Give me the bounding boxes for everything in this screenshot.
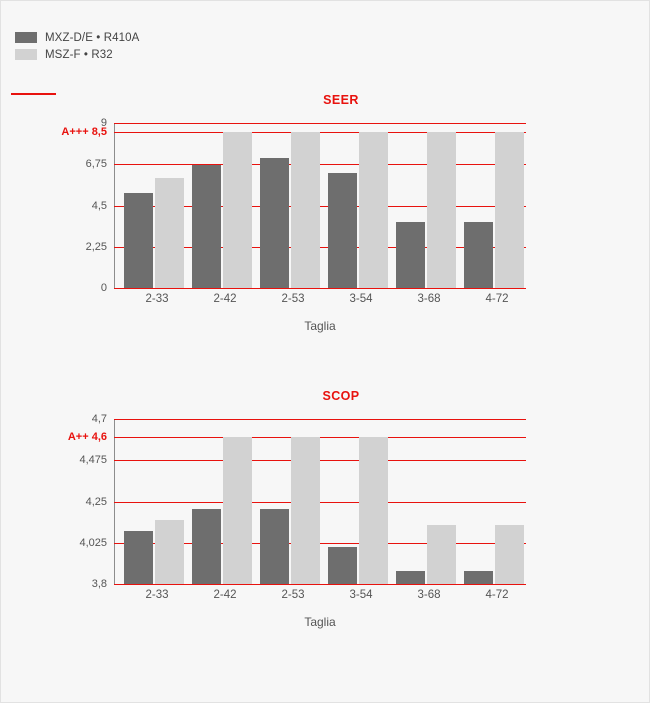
plot-seer bbox=[61, 117, 526, 294]
x-tick-label: 4-72 bbox=[485, 293, 509, 305]
y-tick-label: 4,25 bbox=[85, 495, 107, 508]
bar-r32 bbox=[223, 437, 252, 584]
bar-r410a bbox=[260, 509, 289, 584]
bar-group bbox=[124, 419, 190, 584]
legend-item bbox=[15, 29, 139, 46]
bar-group bbox=[192, 123, 258, 288]
x-tick-label: 2-33 bbox=[145, 293, 169, 305]
x-tick-label: 3-54 bbox=[349, 589, 373, 601]
x-tick-label: 2-53 bbox=[281, 293, 305, 305]
x-axis-title-scop: Taglia bbox=[304, 615, 336, 629]
bar-r410a bbox=[328, 547, 357, 584]
bar-group bbox=[328, 123, 394, 288]
bar-group bbox=[124, 123, 190, 288]
bar-group bbox=[192, 419, 258, 584]
bar-r32 bbox=[427, 525, 456, 584]
bar-r410a bbox=[192, 509, 221, 584]
legend-swatch-r32 bbox=[15, 49, 37, 60]
x-tick-label: 3-68 bbox=[417, 589, 441, 601]
x-tick-label: 2-42 bbox=[213, 589, 237, 601]
plot-area-seer bbox=[1, 117, 650, 333]
bar-r32 bbox=[359, 132, 388, 288]
bar-group bbox=[396, 419, 462, 584]
bar-r410a bbox=[124, 531, 153, 584]
bar-r410a bbox=[464, 571, 493, 584]
bar-r410a bbox=[328, 173, 357, 289]
bar-group bbox=[328, 419, 394, 584]
gridline bbox=[91, 578, 526, 590]
x-tick-label: 2-53 bbox=[281, 589, 305, 601]
y-tick-label: 3,8 bbox=[91, 578, 107, 590]
x-tick-labels-scop bbox=[114, 589, 526, 607]
bar-r410a bbox=[260, 158, 289, 288]
chart-title-scop: SCOP bbox=[322, 389, 360, 403]
chart-legend bbox=[15, 29, 139, 63]
legend-label-r410a: MXZ-D/E • R410A bbox=[45, 31, 140, 44]
bar-r410a bbox=[124, 193, 153, 288]
plot-area-scop bbox=[1, 413, 650, 629]
bar-r32 bbox=[223, 132, 252, 288]
bar-group bbox=[464, 419, 530, 584]
bar-r410a bbox=[464, 222, 493, 288]
legend-label-r32: MSZ-F • R32 bbox=[45, 48, 113, 61]
x-tick-labels-seer bbox=[114, 293, 526, 311]
y-tick-label: 9 bbox=[100, 117, 107, 129]
bar-r410a bbox=[192, 165, 221, 288]
plot-scop bbox=[67, 413, 526, 590]
y-tick-label: 0 bbox=[100, 282, 107, 294]
bar-series-seer bbox=[114, 123, 526, 288]
bar-group bbox=[396, 123, 462, 288]
bar-r32 bbox=[291, 437, 320, 584]
chart-title-seer: SEER bbox=[323, 93, 359, 107]
bar-r32 bbox=[291, 132, 320, 288]
bar-r32 bbox=[155, 178, 184, 288]
legend-swatch-r410a bbox=[15, 32, 37, 43]
x-tick-label: 3-54 bbox=[349, 293, 373, 305]
bar-group bbox=[260, 419, 326, 584]
y-tick-label: 4,7 bbox=[91, 413, 107, 425]
bar-r32 bbox=[427, 132, 456, 288]
chart-scop bbox=[1, 389, 650, 649]
x-tick-label: 4-72 bbox=[485, 589, 509, 601]
bar-r32 bbox=[495, 132, 524, 288]
bar-series-scop bbox=[114, 419, 526, 584]
gridline bbox=[100, 282, 526, 294]
x-axis-title-seer: Taglia bbox=[304, 319, 336, 333]
x-tick-label: 2-42 bbox=[213, 293, 237, 305]
y-tick-label: 4,475 bbox=[79, 454, 107, 467]
bar-r410a bbox=[396, 222, 425, 288]
bar-r32 bbox=[359, 437, 388, 584]
threshold-label-seer: A+++ 8,5 bbox=[61, 126, 107, 139]
bar-group bbox=[260, 123, 326, 288]
bar-r410a bbox=[396, 571, 425, 584]
bar-group bbox=[464, 123, 530, 288]
chart-seer bbox=[1, 93, 650, 353]
legend-item bbox=[15, 46, 139, 63]
x-tick-label: 3-68 bbox=[417, 293, 441, 305]
bar-r32 bbox=[495, 525, 524, 584]
y-tick-label: 2,25 bbox=[85, 240, 107, 253]
bar-r32 bbox=[155, 520, 184, 584]
y-tick-label: 4,025 bbox=[79, 536, 107, 549]
y-tick-label: 4,5 bbox=[91, 199, 107, 212]
threshold-label-scop: A++ 4,6 bbox=[67, 431, 107, 444]
x-tick-label: 2-33 bbox=[145, 589, 169, 601]
y-tick-label: 6,75 bbox=[85, 158, 107, 171]
